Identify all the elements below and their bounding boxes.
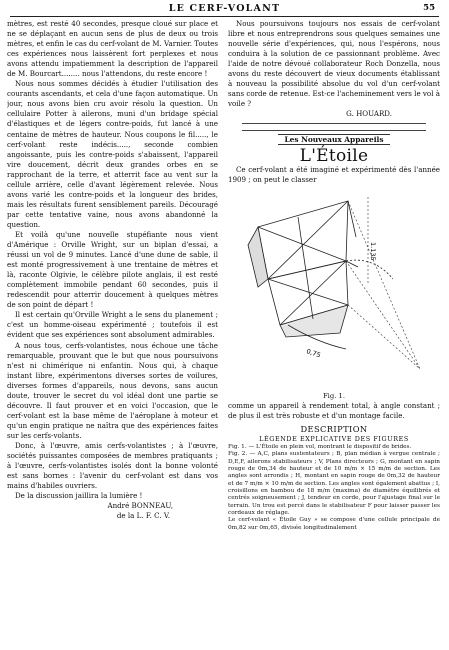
legend-item: Fig. 2. — A,C, plans sustentateurs ; B, plan médian à vergue centrale ; D,E,F, ailerons stabilisateurs ; V, Plans directeurs ; G, montant en sapin rouge de 0m,34 de hauteur et de 10 m/m × 15 m/m de section. Les angles sont arrondis ; H, montant en sapin rouge de 0m,32 de hauteur et de 7 m/m × 10 m/m de section. Les angles sont également abattus ; I, croisillons en bambou de 18 m/m (maxima) de diamètre équilibrés et centrés soigneusement ; J, tendeur en corde, pour l'ajustage final sur le terrain. Un trou est percé dans le stabilisateur F pour laisser passer les cordeaux de réglage. — [228, 451, 440, 516]
description-heading: DESCRIPTION — [300, 423, 368, 434]
paragraph: comme un appareil à rendement total, à angle constant ; de plus il est très robuste et d'un montage facile. — [228, 400, 440, 420]
journal-title: LE CERF-VOLANT — [168, 3, 281, 14]
kite-drawing — [228, 187, 440, 392]
paragraph: Il est certain qu'Orville Wright a le sens du planement ; c'est un homme-oiseau expérimenté ; toutefois il est évident que ses expériences sont absolument admirables. — [7, 310, 218, 340]
dimension-label: 0,75 — [305, 346, 322, 360]
legend-heading: LÉGENDE EXPLICATIVE DES FIGURES — [259, 434, 409, 443]
paragraph: Nous poursuivons toujours nos essais de cerf-volant libre et nous entreprendrons sous quelques semaines une nouvelle série d'expériences, qui, nous l'espérons, nous conduira à la solution de ce passionnant problème. Avec l'aide de notre dévoué collaborateur Roch Donzella, nous avons du reste découvert de vieux documents établissant à nouveau la possibilité absolue du vol d'un cerf-volant sans corde de retenue. Est-ce l'acheminement vers le vol à voile ? — [228, 19, 440, 109]
paragraph: A nous tous, cerfs-volantistes, nous échoue une tâche remarquable, prouvant que le but que nous poursuivons n'est ni chimérique ni enfantin. Nous qui, à chaque instant libre, expérimentons diverses sortes de voilures, diverses formes d'appareils, nous devons, sans aucun doute, trouver le secret du vol idéal dont une partie se découvre. Il faut prouver et en voici l'occasion, que le cerf-volant est la base même de l'aéroplane à moteur et qu'un engin pratique ne naîtra que des expériences faites sur les cerfs-volants. — [7, 340, 218, 440]
section-heading: Les Nouveaux Appareils — [228, 135, 440, 145]
paragraph: Donc, à l'œuvre, amis cerfs-volantistes ; à l'œuvre, sociétés puissantes composées de membres pratiquants ; à l'œuvre, cerfs-volantistes isolés dont la bonne volonté est sans bornes : l'avenir du cerf-volant est dans vos mains d'habiles ouvriers. — [7, 440, 218, 491]
legend-item: Le cerf-volant « Étoile Guy » se compose d'une cellule principale de 0m,82 sur 0m,65, divisée longitudinalement — [228, 517, 440, 531]
kite-figure — [228, 187, 440, 395]
paragraph: Nous nous sommes décidés à étudier l'utilisation des courants ascendants, et cela d'une façon automatique. Un jour, nous avons bien cru avoir résolu la question. Un cellulaire Potter à ailerons, muni d'un bridage spécial d'élastiques et de légers contre-poids, fut lancé à une centaine de mètres de hauteur. Nous coupons le fil....., le cerf-volant reste indécis....., seconde combien angoissante, puis les contre-poids s'abaissent, l'appareil vire doucement, décrit deux grandes orbes en se rapprochant de la terre, et atterrit face au vent sur la cellule arrière, celle d'avant légèrement relevée. Nous avons varié les contre-poids et la longueur des brides, mais les résultats furent sensiblement pareils. Découragé par cette tentative vaine, nous avons abandonné la question. — [7, 79, 218, 229]
ornamental-divider — [242, 123, 426, 131]
author-affiliation: de la L. F. C. V. — [116, 511, 170, 521]
paragraph: mètres, est resté 40 secondes, presque cloué sur place et ne se déplaçant en aucun sens de plus de deux ou trois mètres, et enfin le cas du cerf-volant de M. Varnier. Toutes ces expériences nous laissèrent fort perplexes et nous avons attendu impatiemment la description de l'appareil de M. Bourcart........ nous l'attendons, du reste encore ! — [7, 19, 218, 79]
page-header — [0, 0, 449, 14]
paragraph: Et voilà qu'une nouvelle stupéfiante nous vient d'Amérique : Orville Wright, sur un biplan d'essai, a réussi un vol de 9 minutes. Lancé d'une dune de sable, il est monté progressivement à une trentaine de mètres et là, raconte Olgivie, le célèbre pilote anglais, il est resté complètement immobile pendant 60 secondes, puis il redescendit pour atterrir doucement à quelques mètres de son point de départ ! — [7, 229, 218, 310]
header-rule — [10, 16, 439, 17]
article-title: L'Étoile — [299, 145, 369, 166]
right-column — [228, 19, 440, 645]
figure-caption: Fig. 1. — [322, 391, 346, 400]
author-name: André BONNEAU, — [107, 501, 173, 511]
legend-item: Fig. 1. — L'Étoile en plein vol, montrant le dispositif de brides. — [228, 443, 412, 450]
author-signature: G. HOUARD. — [346, 109, 392, 119]
legend-text — [228, 444, 440, 532]
paragraph: Ce cerf-volant a été imaginé et expérimenté dès l'année 1909 ; on peut le classer — [228, 164, 440, 184]
paragraph: De la discussion jaillira la lumière ! — [15, 491, 143, 501]
left-column — [7, 19, 218, 645]
dimension-label: 1.135 — [369, 241, 377, 261]
page-number: 55 — [423, 3, 435, 13]
